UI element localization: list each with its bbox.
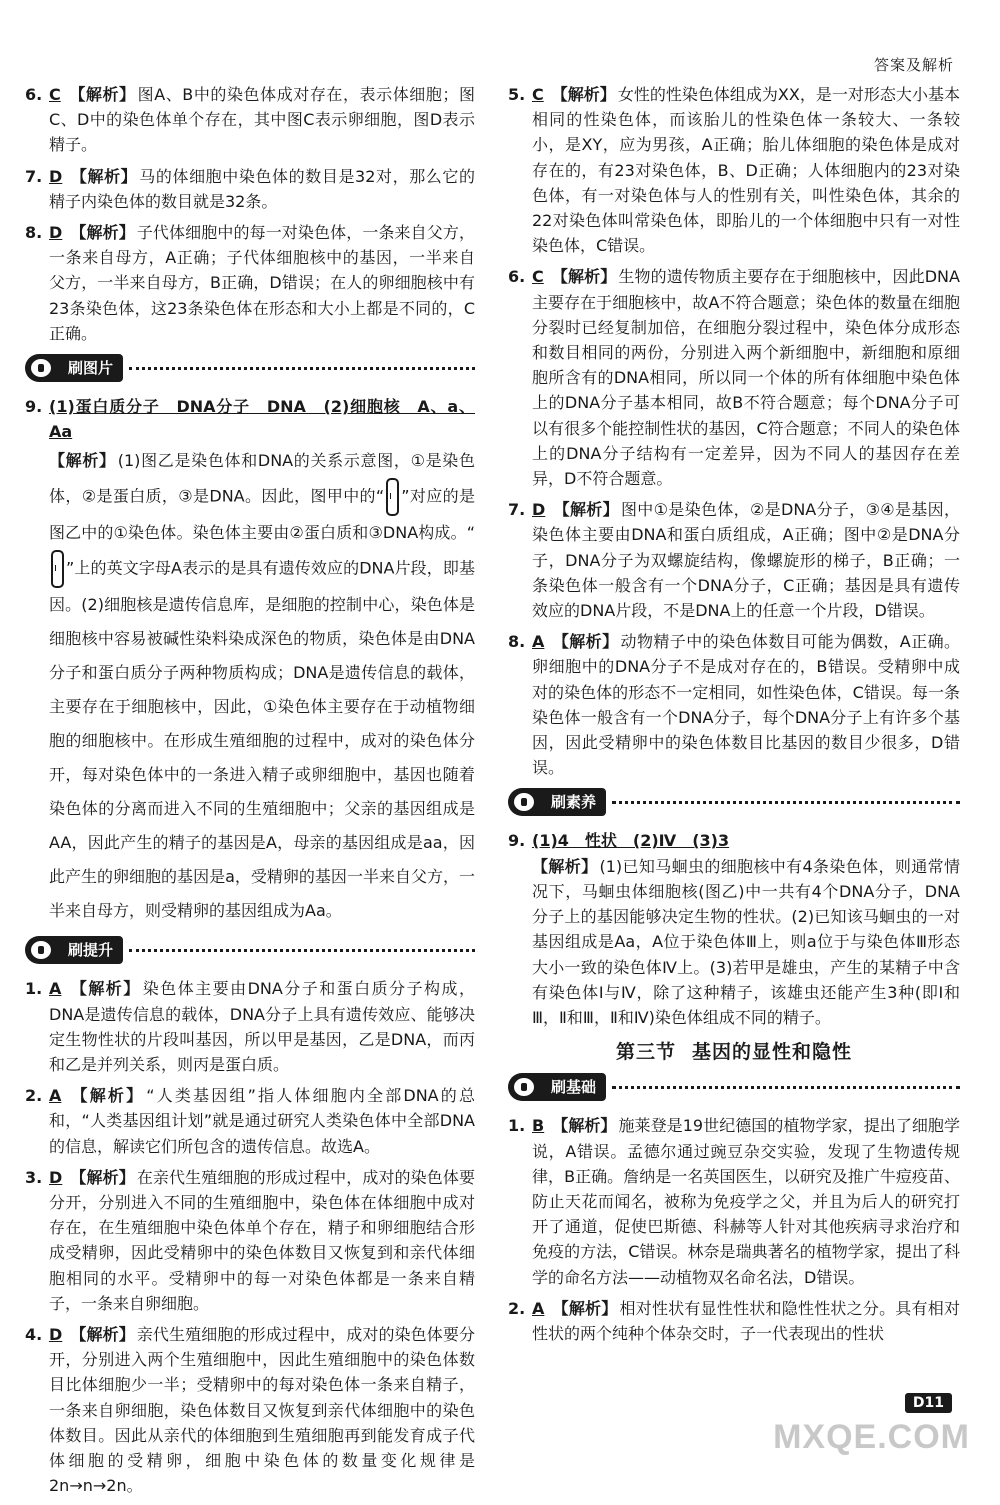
chromosome-glyph-icon [51,550,64,588]
answer-letter: C [532,267,544,287]
brush-icon [29,357,53,379]
question-9-left: 9. (1)蛋白质分子 DNA分子 DNA (2)细胞核 A、a、Aa 【解析】 (1)图乙是染色体和DNA的关系示意图，①是染色体，②是蛋白质，③是DNA。因此，图甲中的“ ”对应的是图乙中的①染色体。染色体主要由②蛋白质和③DNA构成。“”上的英文字母A表示的是具有遗传效应的DNA片段，即基因。(2)细胞核是遗传信息库，是细胞的控制中心，染色体是细胞核中容易被碱性染料染成深色的物质，染色体是由DNA分子和蛋白质分子两种物质构成；DNA是遗传信息的载体，主要存在于细胞核中，因此，①染色体主要存在于动植物细胞的细胞核中。在形成生殖细胞的过程中，成对的染色体分开，每对染色体中的一条进入精子或卵细胞中，基因也随着染色体的分离而进入不同的生殖细胞中；父亲的基因组成是AA，因此产生的精子的基因是A，母亲的基因组成是aa，因此产生的卵细胞的基因是a，受精卵的基因一半来自父方，一半来自母方，则受精卵的基因组成为Aa。 [25,394,475,928]
explanation-text: 动物精子中的染色体数目可能为偶数，A正确。卵细胞中的DNA分子不是成对存在的，B错误。受精卵中成对的染色体的形态不一定相同，如性染色体，C错误。每一条染色体一般含有一个DNA分子，每个DNA分子上有许多个基因，因此受精卵中的染色体数目比基因的数目少很多，D错误。 [532,632,960,778]
question-item [25,976,475,1077]
right-column [508,82,960,1352]
explanation-text: 图A、B中的染色体成对存在，表示体细胞；图C、D中的染色体单个存在，其中图C表示卵细胞，图D表示精子。 [49,85,475,155]
explanation-text: 马的体细胞中染色体的数目是32对，那么它的精子内染色体的数目就是32条。 [49,166,475,211]
dotted-rule [129,949,475,952]
explanation: 【解析】 (1)图乙是染色体和DNA的关系示意图，①是染色体，②是蛋白质，③是DNA。因此，图甲中的“ ”对应的是图乙中的①染色体。染色体主要由②蛋白质和③DNA构成。“”上的英文字母A表示的是具有遗传效应的DNA片段，即基因。(2)细胞核是遗传信息库，是细胞的控制中心，染色体是细胞核中容易被碱性染料染成深色的物质，染色体是由DNA分子和蛋白质分子两种物质构成；DNA是遗传信息的载体，主要存在于细胞核中，因此，①染色体主要存在于动植物细胞的细胞核中。在形成生殖细胞的过程中，成对的染色体分开，每对染色体中的一条进入精子或卵细胞中，基因也随着染色体的分离而进入不同的生殖细胞中；父亲的基因组成是AA，因此产生的精子的基因是A，母亲的基因组成是aa，因此产生的卵细胞的基因是a，受精卵的基因一半来自父方，一半来自母方，则受精卵的基因组成为Aa。 [49,451,475,921]
answer-line: (1)蛋白质分子 DNA分子 DNA (2)细胞核 A、a、Aa [49,397,475,442]
answer-letter: D [49,1167,63,1187]
question-item [25,164,475,214]
explanation-text: 染色体主要由DNA分子和蛋白质分子构成，DNA是遗传信息的载体，DNA分子上具有遗传效应、能够决定生物性状的片段叫基因，所以甲是基因，乙是DNA，而丙和乙是并列关系，则丙是蛋白质。 [49,979,475,1075]
analysis-tag: 【解析】 [553,500,619,520]
left-items-a [25,82,475,346]
analysis-tag: 【解析】 [68,85,136,104]
left-column [25,82,475,1505]
analysis-tag: 【解析】 [69,979,141,999]
right-items-b [508,1113,960,1346]
banner-badge: 刷提升 [25,936,123,964]
brush-icon [512,791,536,813]
brush-icon [512,1076,536,1098]
question-number: 5. [508,85,526,104]
question-number: 2. [25,1086,43,1106]
answer-letter: A [532,1298,545,1318]
section-title: 第三节 基因的显性和隐性 [615,1041,853,1064]
analysis-tag: 【解析】 [551,267,617,287]
analysis-tag: 【解析】 [552,632,619,652]
question-item [508,82,960,258]
answer-letter: C [532,85,544,104]
answer-letter: D [49,223,63,243]
question-item [508,629,960,780]
question-number: 2. [508,1298,526,1318]
question-number: 4. [25,1325,43,1345]
watermark-logo: MXQE.COM [773,1418,970,1456]
analysis-tag: 【解析】 [70,1325,135,1345]
chromosome-glyph-icon [386,478,399,516]
brush-icon [29,939,53,961]
question-number: 7. [25,166,43,186]
question-number: 8. [508,632,526,652]
explanation-text: 生物的遗传物质主要存在于细胞核中，因此DNA主要存在于细胞核中，故A不符合题意；染色体的数量在细胞分裂时已经复制加倍，在细胞分裂过程中，染色体分成形态和数目相同的两份，分别进入两个新细胞中，新细胞和原细胞所含有的DNA相同，所以同一个体的所有体细胞中染色体上的DNA分子基本相同，故B不符合题意；每个DNA分子可以有很多个能控制性状的基因，C符合题意；不同人的染色体上的DNA分子结构有一定差异，因为不同人的基因存在差异，D不符合题意。 [532,267,960,489]
explanation-text: 图中①是染色体，②是DNA分子，③④是基因，染色体主要由DNA和蛋白质组成，A正确；图中②是DNA分子，DNA分子为双螺旋结构，像螺旋形的梯子，B正确；一条染色体一般含有一个DNA分子，C正确；基因是具有遗传效应的DNA片段，不是DNA上的任意一个片段，D错误。 [532,500,960,621]
banner-tisheng [25,936,475,966]
question-number: 1. [508,1116,526,1136]
explanation-text: 子代体细胞中的每一对染色体，一条来自父方，一条来自母方，A正确；子代体细胞核中的基因，一半来自父方，一半来自母方，B正确，D错误；在人的卵细胞核中有23条染色体，这23条染色体在形态和大小上都是不同的，C正确。 [49,223,475,343]
banner-badge: 刷图片 [25,354,123,382]
analysis-tag: 【解析】 [551,85,616,104]
explanation-text: 相对性状有显性性状和隐性性状之分。具有相对性状的两个纯种个体杂交时，子一代表现出的性状 [532,1298,960,1343]
question-item [508,497,960,623]
dotted-rule [129,367,475,370]
dotted-rule [612,1086,960,1089]
question-number: 3. [25,1167,43,1187]
banner-badge: 刷基础 [508,1073,606,1101]
answer-letter: D [49,166,63,186]
answer-letter: A [49,1086,62,1106]
question-item [25,1083,475,1159]
question-number: 8. [25,223,43,243]
page-number: D11 [905,1393,952,1413]
explanation-text: 施莱登是19世纪德国的植物学家，提出了细胞学说，A错误。孟德尔通过豌豆杂交实验，发现了生物遗传规律，B正确。詹纳是一名英国医生，以研究及推广牛痘疫苗、防止天花而闻名，被称为免疫学之父，并且为后人的研究打开了通道，促使巴斯德、科赫等人针对其他疾病寻求治疗和免疫的方法，C错误。林奈是瑞典著名的植物学家，提出了科学的命名方法——动植物双名命名法，D错误。 [532,1116,960,1287]
explanation: 【解析】 (1)已知马蛔虫的细胞核中有4条染色体，则通常情况下，马蛔虫体细胞核(图乙)中一共有4个DNA分子，DNA分子上的基因能够决定生物的性状。(2)已知该马蛔虫的一对基因组成是Aa，A位于染色体Ⅲ上，则a位于与染色体Ⅲ形态大小一致的染色体Ⅳ上。(3)若甲是雄虫，产生的某精子中含有染色体Ⅰ与Ⅳ，除了这种精子，该雄虫还能产生3种(即Ⅰ和Ⅲ，Ⅱ和Ⅲ，Ⅱ和Ⅳ)染色体组成不同的精子。 [532,856,960,1027]
answer-letter: D [532,500,546,520]
analysis-tag: 【解析】 [552,1116,617,1136]
dotted-rule [612,801,960,804]
question-item [508,264,960,491]
answer-letter: A [49,979,62,999]
answer-letter: C [49,85,61,104]
question-number: 6. [25,85,43,104]
question-number: 1. [25,979,43,999]
left-items-b [25,976,475,1498]
question-item [25,220,475,346]
right-items-a [508,82,960,780]
analysis-tag: 【解析】 [552,1298,618,1318]
banner-tupian [25,354,475,384]
question-number: 7. [508,500,526,520]
question-item [508,1113,960,1289]
explanation-text: 亲代生殖细胞的形成过程中，成对的染色体要分开，分别进入两个生殖细胞中，因此生殖细胞中的染色体数目比体细胞少一半；受精卵中的每对染色体一条来自精子，一条来自卵细胞，染色体数目又恢复到亲代体细胞中的染色体数目。因此从亲代的体细胞到生殖细胞再到能发育成子代体细胞的受精卵，细胞中染色体的数量变化规律是2n→n→2n。 [49,1325,475,1496]
question-item [25,1165,475,1316]
answer-letter: B [532,1116,545,1136]
answer-letter: A [532,632,545,652]
analysis-tag: 【解析】 [70,166,138,186]
banner-badge: 刷素养 [508,788,606,816]
question-9-right: 9. (1)4 性状 (2)Ⅳ (3)3 【解析】 (1)已知马蛔虫的细胞核中有4条染色体，则通常情况下，马蛔虫体细胞核(图乙)中一共有4个DNA分子，DNA分子上的基因能够决定生物的性状。(2)已知该马蛔虫的一对基因组成是Aa，A位于染色体Ⅲ上，则a位于与染色体Ⅲ形态大小一致的染色体Ⅳ上。(3)若甲是雄虫，产生的某精子中含有染色体Ⅰ与Ⅳ，除了这种精子，该雄虫还能产生3种(即Ⅰ和Ⅲ，Ⅱ和Ⅲ，Ⅱ和Ⅳ)染色体组成不同的精子。 [508,828,960,1030]
question-item [25,1322,475,1498]
question-item [25,82,475,158]
question-item [508,1296,960,1346]
banner-jichu [508,1073,960,1103]
page-header: 答案及解析 [873,56,954,74]
answer-letter: D [49,1325,63,1345]
explanation-text: 在亲代生殖细胞的形成过程中，成对的染色体要分开，分别进入不同的生殖细胞中，染色体在体细胞中成对存在，在生殖细胞中染色体单个存在，精子和卵细胞结合形成受精卵，因此受精卵中的染色体数目又恢复到和亲代体细胞相同的水平。受精卵中的每一对染色体都是一条来自精子，一条来自卵细胞。 [49,1167,475,1313]
analysis-tag: 【解析】 [70,1167,135,1187]
answer-line: (1)4 性状 (2)Ⅳ (3)3 [532,831,730,851]
banner-suyang [508,788,960,818]
question-number: 6. [508,267,526,287]
analysis-tag: 【解析】 [70,223,135,243]
explanation-text: “人类基因组”指人体细胞内全部DNA的总和，“人类基因组计划”就是通过研究人类染色体中全部DNA的信息，解读它们所包含的遗传信息。故选A。 [49,1086,475,1156]
analysis-tag: 【解析】 [69,1086,145,1106]
explanation-text: 女性的性染色体组成为XX，是一对形态大小基本相同的性染色体，而该胎儿的性染色体一条较大、一条较小，是XY，应为男孩，A正确；胎儿体细胞的染色体是成对存在的，有23对染色体，B、D正确；人体细胞内的23对染色体，有一对染色体与人的性别有关，叫性染色体，其余的22对染色体叫常染色体，即胎儿的一个体细胞中只有一对性染色体，C错误。 [532,85,960,256]
